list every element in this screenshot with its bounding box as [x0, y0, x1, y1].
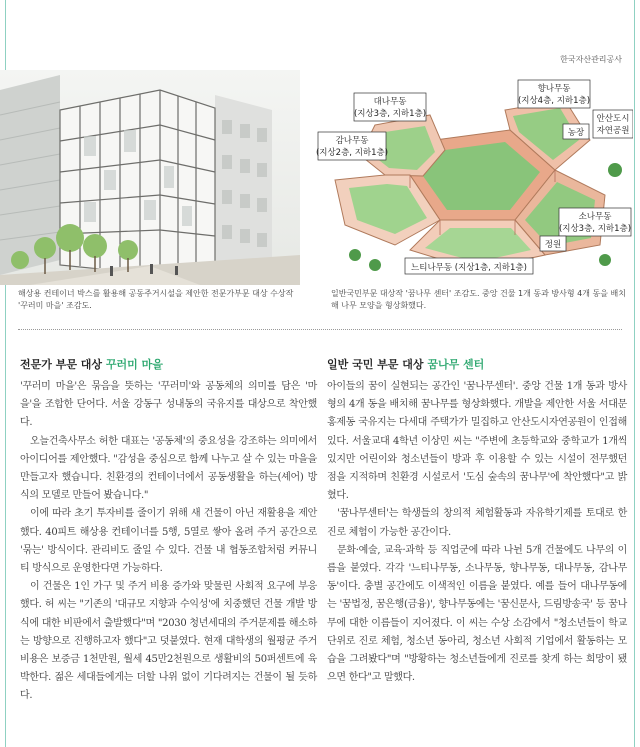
right-paragraph: 아이들의 꿈이 실현되는 공간인 '꿈나무센터'. 중앙 건물 1개 동과 방사형의 4개 동을 배치해 꿈나무를 형상화했다. 개발을 제안한 서울 서대문 홍제동 국유지는 다세대 주택가가 밀집하고 안산도시자연공원이 인접해 있다. 서울교대 4학년 이상민 씨는 "주변에 초등학교와 중학교가 1개씩 있지만 어린이와 청소년들이 방과 후 이용할 수 있는 시설이 전무했던 점을 지적하며 친환경 시설로서 '도심 숲속의 꿈나무'에 착안했다"고 밝혔다.: [327, 381, 627, 502]
label-daenamu: 대나무동: [373, 97, 407, 107]
left-heading-highlight: 꾸러미 마을: [105, 358, 163, 371]
section-divider: [18, 329, 622, 331]
right-article-heading: [327, 356, 627, 372]
right-article: [327, 356, 627, 687]
label-garden: 정원: [544, 240, 562, 250]
label-gamnamu: 감나무동: [335, 136, 369, 146]
label-farm: 농장: [567, 128, 585, 138]
left-paragraph: 이 건물은 1인 가구 및 주거 비용 증가와 맞물린 사회적 요구에 부응했다. 허 씨는 "기존의 '대규모 지향과 수익성'에 치중했던 건물 개발 방식에 대한 비판에서 출발했다"며 "2030 청년세대의 주거문제를 해소하는 방향으로 진행하고자 했다"고 덧붙였다. 현재 대학생의 월평균 주거 비용은 보증금 1천만원, 월세 45만2천원으로 생활비의 50퍼센트에 육박한다. 젊은 세대들에게는 더할 나위 없이 기다려지는 건물이 될 듯하다.: [20, 581, 317, 702]
label-daenamu-floors: (지상3층, 지하1층): [353, 109, 427, 119]
image-source-credit: 한국자산관리공사: [560, 55, 622, 64]
right-paragraph: '꿈나무센터'는 학생들의 창의적 체험활동과 자유학기제를 토대로 한 진로 체험이 가능한 공간이다.: [327, 508, 627, 538]
right-photo-caption: 일반국민부문 대상작 '꿈나무 센터' 조감도. 중앙 건물 1개 동과 방사형 4개 동을 배치해 나무 모양을 형상화했다.: [331, 289, 626, 310]
right-paragraph: 문화·예술, 교육·과학 등 직업군에 따라 나뉜 5개 건물에도 나무의 이름을 붙였다. 각각 '느티나무동, 소나무동, 향나무동, 대나무동, 감나무동'이다. 충별 공간에도 이색적인 이름을 붙였다. 예를 들어 대나무동에는 '꿈법정, 꿈은행(금융)', 향나무동에는 '꿈신문사, 드림방송국' 등 꿈나무에 대한 이름들이 지어졌다. 이 씨는 수상 소감에서 "청소년들이 학교 단위로 진로 체험, 청소년 동아리, 청소년 사회적 기업에서 활동하는 모습을 그려봤다"며 "방황하는 청소년들에게 진로를 찾게 하는 희망이 됐으면 한다"고 말했다.: [327, 544, 627, 684]
left-article-heading: [20, 356, 317, 372]
frame-line-right: [634, 0, 635, 747]
label-neutinamu: 느티나무동 (지상1층, 지하1층): [411, 263, 527, 273]
label-sonamu-floors: (지상3층, 지하1층): [558, 224, 632, 234]
left-paragraph: 오늘건축사무소 허한 대표는 '공동체'의 중요성을 강조하는 의미에서 아이디어를 제안했다. "감성을 중심으로 함께 나누고 살 수 있는 마을을 만들고자 했습니다. 친환경의 컨테이너에서 공동생활을 하는(셰어) 방식의 모델로 만들어 봤습니다.": [20, 435, 317, 502]
label-hyangnamu-floors: (지상4층, 지하1층): [517, 96, 591, 106]
left-paragraph: '꾸러미 마을'은 묶음을 뜻하는 '꾸러미'와 공동체의 의미를 담은 '마을'을 조합한 단어다. 서울 강동구 성내동의 국유지를 대상으로 착안했다.: [20, 381, 317, 429]
left-heading-prefix: 전문가 부문 대상: [20, 358, 106, 371]
label-sonamu: 소나무동: [578, 212, 612, 222]
left-article: [20, 356, 317, 706]
label-hyangnamu: 향나무동: [537, 84, 571, 94]
left-paragraph: 이에 따라 초기 투자비를 줄이기 위해 새 건물이 아닌 재활용을 제안했다. 40피트 해상용 컨테이너를 5행, 5열로 쌓아 올려 주거 공간으로 '묶는' 방식이다. 관리비도 줄일 수 있다. 건물 내 협동조합처럼 커뮤니티 방식으로 운영한다면 가능하다.: [20, 508, 317, 575]
right-heading-highlight: 꿈나무 센터: [427, 358, 485, 371]
label-gamnamu-floors: (지상2층, 지하1층): [315, 148, 389, 158]
label-ansan-park: 안산도시: [596, 114, 630, 124]
right-heading-prefix: 일반 국민 부문 대상: [327, 358, 428, 371]
label-ansan-park-2: 자연공원: [596, 126, 630, 136]
kkumnamu-center-diagram: [315, 70, 633, 285]
left-photo-caption: 해상용 컨테이너 박스를 활용해 공동주거시설을 제안한 전문가부문 대상 수상작 '꾸러미 마을' 조감도.: [18, 289, 294, 310]
kkureomi-village-rendering: [0, 70, 300, 285]
